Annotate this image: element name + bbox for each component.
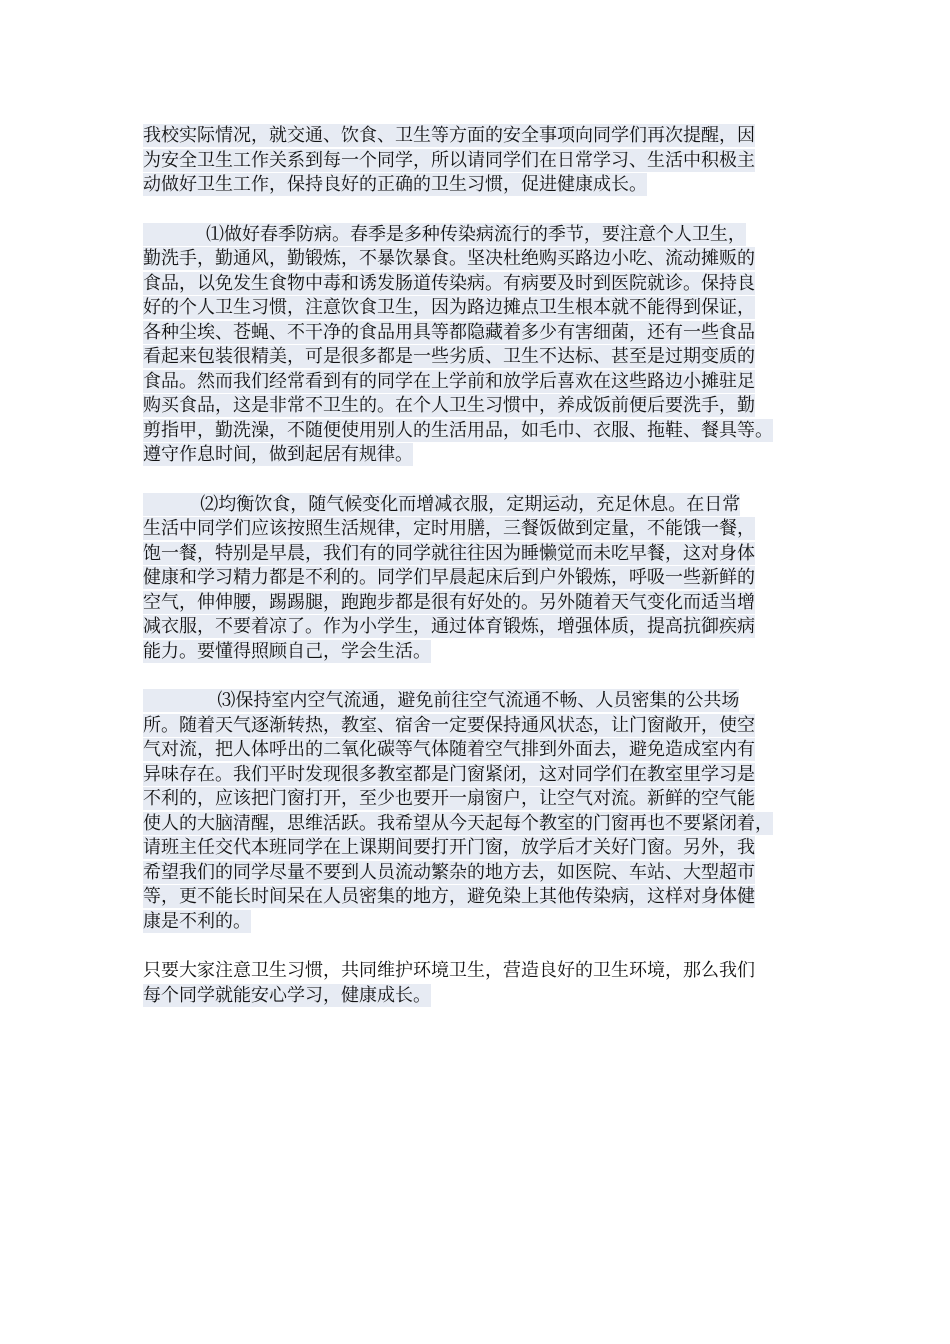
line-text: 勤洗手，勤通风，勤锻炼，不暴饮暴食。坚决杜绝购买路边小吃、流动摊贩的 [143,248,755,269]
line-text: 生活中同学们应该按照生活规律，定时用膳，三餐饭做到定量，不能饿一餐， [143,518,755,539]
text-line [143,223,815,248]
line-text: 食品。然而我们经常看到有的同学在上学前和放学后喜欢在这些路边小摊驻足 [143,370,755,392]
text-line [143,542,815,567]
line-text: 康是不利的。 [143,910,251,932]
text-line [143,738,815,763]
line-text: 希望我们的同学尽量不要到人员流动繁杂的地方去，如医院、车站、大型超市 [143,861,755,883]
line-text: 各种尘埃、苍蝇、不干净的食品用具等都隐藏着多少有害细菌，还有一些食品 [143,321,755,343]
line-text: 我校实际情况，就交通、饮食、卫生等方面的安全事项向同学们再次提醒，因 [143,125,755,146]
text-line [143,885,815,910]
line-text: 请班主任交代本班同学在上课期间要打开门窗，放学后才关好门窗。另外，我 [143,837,755,858]
text-line [143,689,815,714]
line-text: 空气，伸伸腰，踢踢腿，跑跑步都是很有好处的。另外随着天气变化而适当增 [143,591,755,613]
text-line [143,836,815,861]
text-line [143,394,815,419]
text-line [143,640,815,665]
text-line [143,566,815,591]
text-line [143,763,815,788]
line-text: 遵守作息时间，做到起居有规律。 [143,444,413,465]
text-line [143,321,815,346]
line-text: 饱一餐，特别是早晨，我们有的同学就往往因为睡懒觉而未吃早餐，这对身体 [143,542,755,564]
text-line [143,615,815,640]
text-line [143,812,815,837]
paragraph-item-3 [143,689,815,934]
paragraph-closing [143,959,815,1008]
line-text: 能力。要懂得照顾自己，学会生活。 [143,640,431,662]
paragraph-item-2 [143,493,815,665]
line-text: 购买食品，这是非常不卫生的。在个人卫生习惯中，养成饭前便后要洗手，勤 [143,395,755,416]
line-text: 健康和学习精力都是不利的。同学们早晨起床后到户外锻炼，呼吸一些新鲜的 [143,567,755,588]
text-line [143,443,815,468]
line-text: ⑴做好春季防病。春季是多种传染病流行的季节，要注意个人卫生， [143,223,746,245]
line-text: 减衣服，不要着凉了。作为小学生，通过体育锻炼，增强体质，提高抗御疾病 [143,616,755,637]
text-line [143,787,815,812]
text-line [143,247,815,272]
text-line [143,591,815,616]
line-text: 等，更不能长时间呆在人员密集的地方，避免染上其他传染病，这样对身体健 [143,886,755,907]
line-text: 只要大家注意卫生习惯，共同维护环境卫生，营造良好的卫生环境，那么我们 [143,960,755,981]
line-text: 不利的，应该把门窗打开，至少也要开一扇窗户，让空气对流。新鲜的空气能 [143,788,755,809]
text-line [143,493,815,518]
paragraph-item-1 [143,223,815,468]
text-line [143,272,815,297]
line-text: 剪指甲，勤洗澡，不随便使用别人的生活用品，如毛巾、衣服、拖鞋、餐具等。 [143,419,773,441]
text-line [143,861,815,886]
line-text: ⑶保持室内空气流通，避免前往空气流通不畅、人员密集的公共场 [143,690,740,711]
document-body [143,124,815,1033]
text-line [143,984,815,1009]
line-text: 为安全卫生工作关系到每一个同学，所以请同学们在日常学习、生活中积极主 [143,149,755,171]
line-text: ⑵均衡饮食，随气候变化而增减衣服，定期运动，充足休息。在日常 [143,493,741,515]
text-line [143,149,815,174]
line-text: 使人的大脑清醒，思维活跃。我希望从今天起每个教室的门窗再也不要紧闭着， [143,812,773,834]
text-line [143,124,815,149]
line-text: 好的个人卫生习惯，注意饮食卫生，因为路边摊点卫生根本就不能得到保证， [143,297,755,318]
text-line [143,714,815,739]
text-line [143,910,815,935]
line-text: 异味存在。我们平时发现很多教室都是门窗紧闭，这对同学们在教室里学习是 [143,763,755,785]
text-line [143,370,815,395]
text-line [143,517,815,542]
line-text: 气对流，把人体呼出的二氧化碳等气体随着空气排到外面去，避免造成室内有 [143,739,755,760]
line-text: 所。随着天气逐渐转热，教室、宿舍一定要保持通风状态，让门窗敞开，使空 [143,714,755,736]
line-text: 食品，以免发生食物中毒和诱发肠道传染病。有病要及时到医院就诊。保持良 [143,272,755,294]
line-text: 看起来包装很精美，可是很多都是一些劣质、卫生不达标、甚至是过期变质的 [143,346,755,367]
text-line [143,345,815,370]
text-line [143,296,815,321]
text-line [143,959,815,984]
text-line [143,419,815,444]
line-text: 每个同学就能安心学习，健康成长。 [143,984,431,1006]
paragraph-intro [143,124,815,198]
line-text: 动做好卫生工作，保持良好的正确的卫生习惯，促进健康成长。 [143,174,647,195]
text-line [143,173,815,198]
